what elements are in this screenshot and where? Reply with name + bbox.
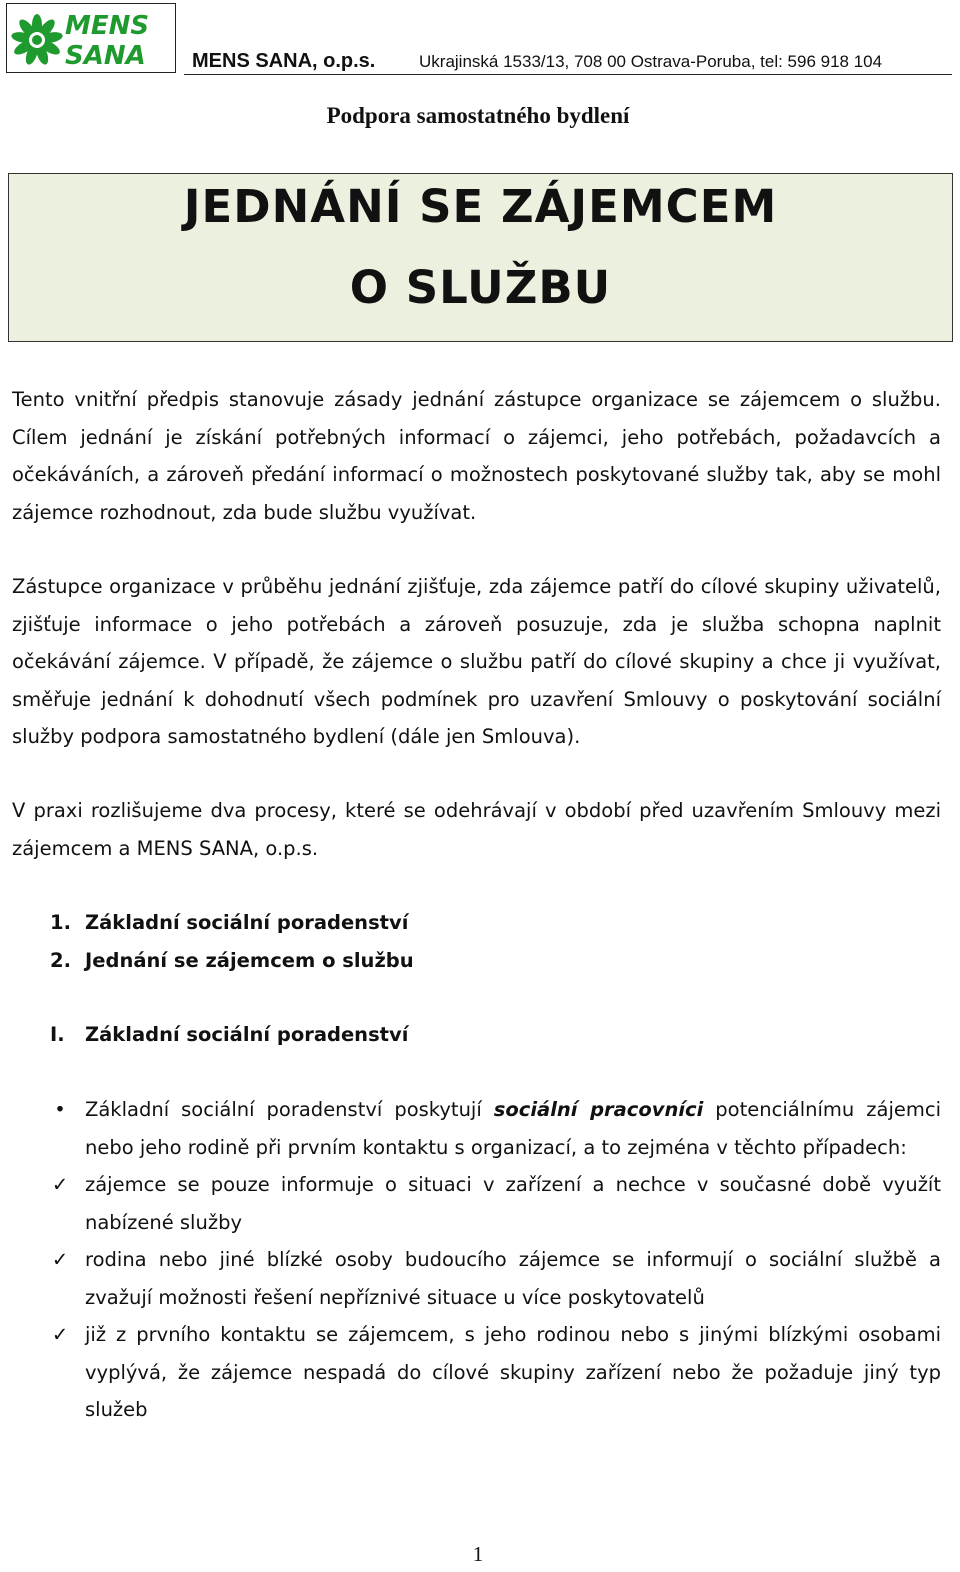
intro-text-end: potenciálnímu zájemci nebo jeho rodině při prvním kontaktu s organizací, a to zejména v těchto případech: bbox=[85, 1098, 942, 1159]
section-heading bbox=[50, 1016, 408, 1054]
svg-text:SANA: SANA bbox=[65, 41, 146, 71]
checkmark-icon: ✓ bbox=[51, 1173, 69, 1196]
list-item-number: 1. bbox=[50, 911, 71, 934]
document-title-line-1: JEDNÁNÍ SE ZÁJEMCEM bbox=[183, 180, 778, 233]
intro-emphasis: sociální pracovníci bbox=[493, 1098, 704, 1121]
counseling-bullets bbox=[45, 1091, 941, 1429]
organization-name: MENS SANA, o.p.s. bbox=[192, 50, 376, 72]
page-number: 1 bbox=[472, 1542, 484, 1566]
document-subtitle: Podpora samostatného bydlení bbox=[326, 103, 630, 128]
two-processes-paragraph: V praxi rozlišujeme dva procesy, které se odehrávají v období před uzavřením Smlouvy mezi zájemcem a MENS SANA, o.p.s. bbox=[12, 799, 941, 860]
process-list bbox=[50, 904, 414, 979]
flower-logo-icon bbox=[7, 4, 175, 72]
document-title-line-2: O SLUŽBU bbox=[349, 261, 612, 314]
case-text: zájemce se pouze informuje o situaci v zařízení a nechce v současné době využít nabízené služby bbox=[85, 1173, 941, 1234]
list-item-label: Jednání se zájemcem o službu bbox=[85, 948, 414, 972]
intro-text-start: Základní sociální poradenství poskytují bbox=[85, 1098, 494, 1121]
svg-text:MENS: MENS bbox=[65, 11, 150, 41]
section-number: I. bbox=[50, 1023, 65, 1046]
organization-address: Ukrajinská 1533/13, 708 00 Ostrava-Poruba, tel: 596 918 104 bbox=[419, 52, 883, 71]
list-item bbox=[45, 1166, 941, 1241]
mens-sana-logo bbox=[6, 3, 176, 73]
case-text: již z prvního kontaktu se zájemcem, s jeho rodinou nebo s jinými blízkými osobami vyplývá, že zájemce nespadá do cílové skupiny zařízení nebo že požaduje jiný typ služeb bbox=[85, 1323, 941, 1421]
intro-paragraph: Tento vnitřní předpis stanovuje zásady jednání zástupce organizace se zájemcem o službu. Cílem jednání je získání potřebných informací o zájemci, jeho potřebách, požadavcích a očekáváních, a zároveň předání informací o možnostech poskytované služby tak, aby se mohl zájemce rozhodnout, zda bude službu využívat. bbox=[12, 388, 941, 524]
list-item bbox=[45, 1241, 941, 1316]
list-item-label: Základní sociální poradenství bbox=[85, 911, 409, 934]
list-item bbox=[50, 904, 414, 942]
process-paragraph: Zástupce organizace v průběhu jednání zjišťuje, zda zájemce patří do cílové skupiny uživatelů, zjišťuje informace o jeho potřebách a zároveň posuzuje, zda je služba schopna naplnit očekávání zájemce. V případě, že zájemce o službu patří do cílové skupiny a chce ji využívat, směřuje jednání k dohodnutí všech podmínek pro uzavření Smlouvy o poskytování sociální služby podpora samostatného bydlení (dále jen Smlouva). bbox=[12, 575, 941, 748]
checkmark-icon: ✓ bbox=[51, 1323, 69, 1346]
header-divider bbox=[184, 74, 952, 75]
document-title-box bbox=[8, 173, 953, 342]
bullet-icon: • bbox=[54, 1098, 66, 1121]
list-item bbox=[45, 1316, 941, 1429]
checkmark-icon: ✓ bbox=[51, 1248, 69, 1271]
section-title: Základní sociální poradenství bbox=[85, 1023, 409, 1046]
list-item bbox=[50, 942, 414, 980]
list-item-number: 2. bbox=[50, 948, 71, 972]
list-item bbox=[45, 1091, 941, 1166]
case-text: rodina nebo jiné blízké osoby budoucího zájemce se informují o sociální službě a zvažují možnosti řešení nepříznivé situace u více poskytovatelů bbox=[85, 1248, 941, 1309]
